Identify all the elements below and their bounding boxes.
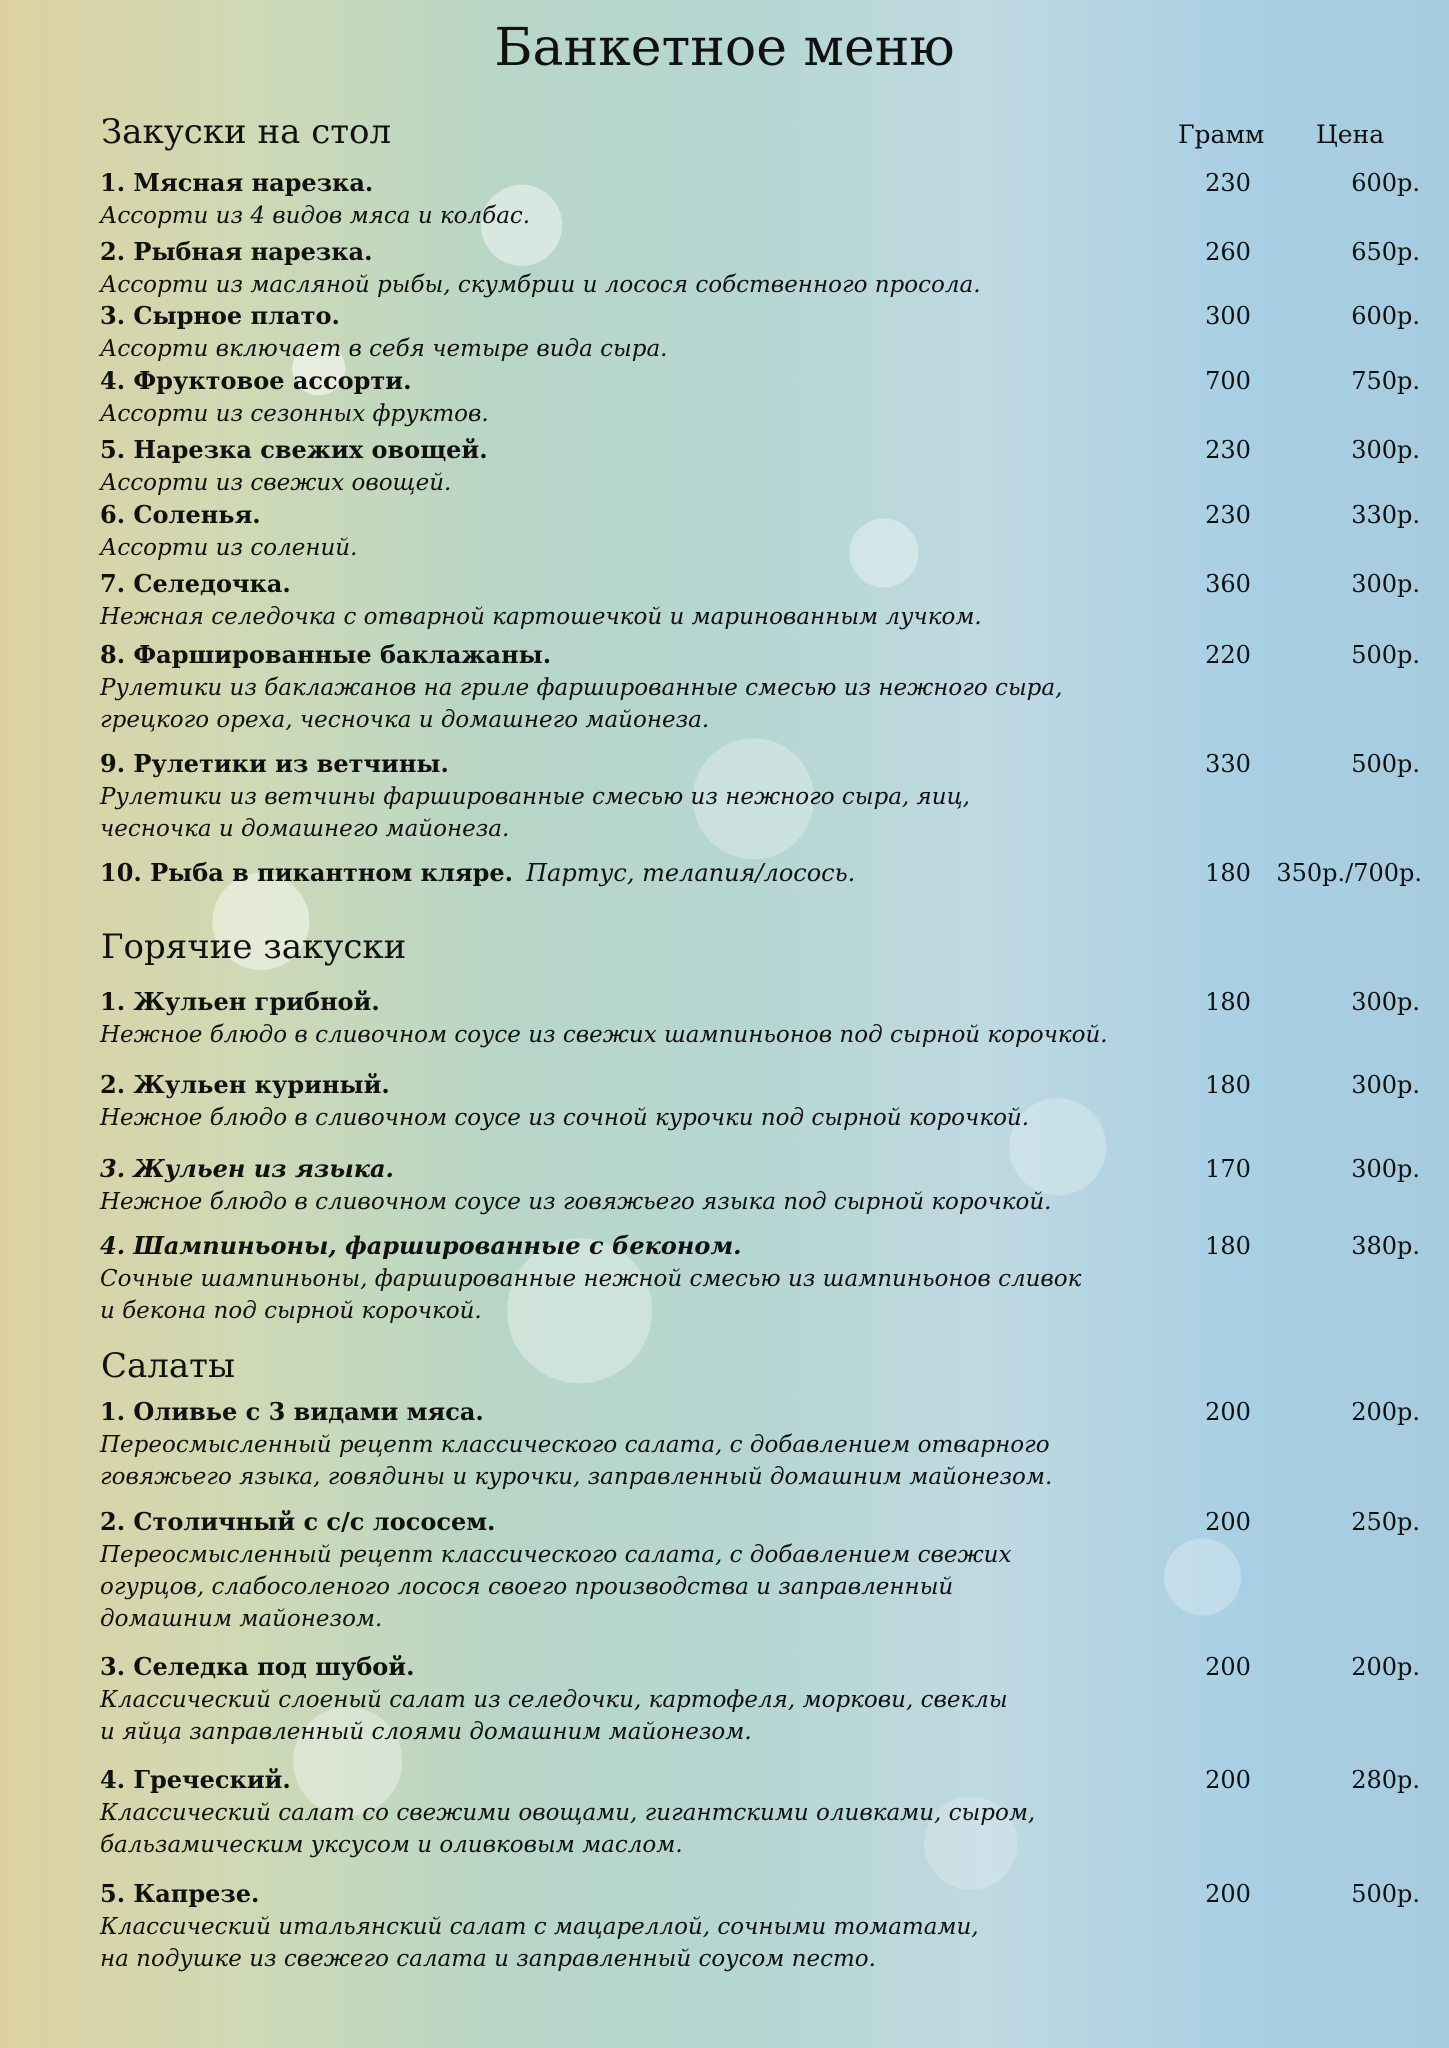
item-title: 3. Сырное плато.	[100, 301, 340, 330]
item-title: 4. Фруктовое ассорти.	[100, 366, 412, 395]
section-title-hot-appetizers: Горячие закуски	[101, 927, 407, 967]
item-price: 330р.	[1351, 501, 1420, 529]
menu-item-header	[100, 1152, 1420, 1186]
item-price: 300р.	[1351, 570, 1420, 598]
item-grams: 170	[1205, 1155, 1251, 1183]
item-description: Классический салат со свежими овощами, гигантскими оливками, сыром, бальзамическим уксусом и оливковым маслом.	[100, 1800, 1036, 1858]
item-title: 2. Рыбная нарезка.	[100, 237, 373, 266]
item-title: 5. Капрезе.	[100, 1879, 260, 1908]
item-grams: 260	[1205, 238, 1251, 266]
menu-item	[100, 747, 1420, 845]
item-description: Ассорти включает в себя четыре вида сыра.	[100, 336, 668, 362]
item-description: Рулетики из баклажанов на гриле фаршированные смесью из нежного сыра, грецкого ореха, чесночка и домашнего майонеза.	[100, 675, 1063, 733]
item-price: 650р.	[1351, 238, 1420, 266]
item-grams: 180	[1205, 988, 1251, 1016]
menu-item-header	[100, 856, 1422, 890]
menu-item-header	[100, 1650, 1420, 1684]
item-title: 1. Жульен грибной.	[100, 987, 380, 1016]
item-title: 4. Шампиньоны, фаршированные с беконом.	[100, 1231, 742, 1260]
item-grams: 200	[1205, 1508, 1251, 1536]
menu-item	[100, 1152, 1420, 1218]
item-grams: 300	[1205, 302, 1251, 330]
menu-item-header	[100, 1395, 1420, 1429]
menu-item	[100, 638, 1420, 736]
item-title: 8. Фаршированные баклажаны.	[100, 640, 552, 669]
item-description: Нежное блюдо в сливочном соусе из свежих шампиньонов под сырной корочкой.	[100, 1022, 1108, 1048]
item-grams: 230	[1205, 436, 1251, 464]
item-title: 1. Оливье с 3 видами мяса.	[100, 1397, 484, 1426]
item-description: Классический слоеный салат из селедочки, картофеля, моркови, свеклы и яйца заправленный слоями домашним майонезом.	[100, 1687, 1008, 1745]
item-price: 300р.	[1351, 1155, 1420, 1183]
item-title: 10. Рыба в пикантном кляре.	[100, 858, 514, 887]
item-title: 5. Нарезка свежих овощей.	[100, 435, 488, 464]
item-grams: 230	[1205, 501, 1251, 529]
menu-item	[100, 498, 1420, 564]
price-column-header: Цена	[1316, 120, 1385, 149]
item-price: 200р.	[1351, 1398, 1420, 1426]
menu-item	[100, 567, 1420, 633]
item-grams: 220	[1205, 641, 1251, 669]
item-title: 1. Мясная нарезка.	[100, 168, 374, 197]
menu-item	[100, 1068, 1420, 1134]
menu-item	[100, 985, 1420, 1051]
menu-item	[100, 235, 1420, 301]
item-title: 6. Соленья.	[100, 500, 261, 529]
item-description: Ассорти из 4 видов мяса и колбас.	[100, 203, 531, 229]
menu-item-header	[100, 235, 1420, 269]
item-inline-description: Партус, телапия/лосось.	[526, 859, 856, 887]
item-price: 300р.	[1351, 1071, 1420, 1099]
menu-item	[100, 299, 1420, 365]
menu-item	[100, 1650, 1420, 1748]
section-title-salads: Салаты	[101, 1346, 236, 1386]
item-grams: 230	[1205, 169, 1251, 197]
item-price: 300р.	[1351, 988, 1420, 1016]
item-price: 280р.	[1351, 1766, 1420, 1794]
item-description: Ассорти из масляной рыбы, скумбрии и лосося собственного просола.	[100, 272, 981, 298]
menu-item	[100, 1877, 1420, 1975]
menu-item-header	[100, 166, 1420, 200]
item-title: 2. Жульен куриный.	[100, 1070, 390, 1099]
item-title: 3. Жульен из языка.	[100, 1154, 394, 1183]
item-description: Переосмысленный рецепт классического салата, с добавлением отварного говяжьего языка, говядины и курочки, заправленный домашним майонезом.	[100, 1432, 1053, 1490]
item-grams: 180	[1205, 1232, 1251, 1260]
section-title-cold-appetizers: Закуски на стол	[101, 112, 392, 152]
item-description: Рулетики из ветчины фаршированные смесью из нежного сыра, яиц, чесночка и домашнего майонеза.	[100, 784, 970, 842]
menu-item-header	[100, 1068, 1420, 1102]
item-grams: 180	[1205, 859, 1251, 887]
item-grams: 200	[1205, 1653, 1251, 1681]
item-grams: 180	[1205, 1071, 1251, 1099]
menu-item	[100, 166, 1420, 232]
item-grams: 200	[1205, 1398, 1251, 1426]
menu-item	[100, 1229, 1420, 1327]
item-price: 500р.	[1351, 641, 1420, 669]
item-price: 600р.	[1351, 169, 1420, 197]
item-description: Нежное блюдо в сливочном соусе из говяжьего языка под сырной корочкой.	[100, 1189, 1052, 1215]
item-description: Ассорти из солений.	[100, 535, 358, 561]
menu-item-header	[100, 638, 1420, 672]
item-title: 9. Рулетики из ветчины.	[100, 749, 449, 778]
menu-title: Банкетное меню	[494, 18, 955, 78]
item-title: 2. Столичный с с/с лососем.	[100, 1507, 496, 1536]
item-price: 500р.	[1351, 750, 1420, 778]
gram-column-header: Грамм	[1178, 120, 1265, 149]
menu-item-header	[100, 498, 1420, 532]
item-description: Ассорти из сезонных фруктов.	[100, 401, 489, 427]
item-grams: 360	[1205, 570, 1251, 598]
menu-item-header	[100, 1763, 1420, 1797]
item-price: 750р.	[1351, 367, 1420, 395]
menu-item	[100, 433, 1420, 499]
item-title: 4. Греческий.	[100, 1765, 291, 1794]
menu-item	[100, 1763, 1420, 1861]
item-price: 600р.	[1351, 302, 1420, 330]
menu-item-header	[100, 985, 1420, 1019]
item-price: 250р.	[1351, 1508, 1420, 1536]
menu-item-header	[100, 1877, 1420, 1911]
item-title: 3. Селедка под шубой.	[100, 1652, 415, 1681]
item-price: 350р./700р.	[1276, 859, 1422, 887]
item-grams: 200	[1205, 1766, 1251, 1794]
item-price: 200р.	[1351, 1653, 1420, 1681]
item-description: Ассорти из свежих овощей.	[100, 470, 452, 496]
menu-item-header	[100, 433, 1420, 467]
item-grams: 700	[1205, 367, 1251, 395]
menu-item-header	[100, 1505, 1420, 1539]
item-description: Нежное блюдо в сливочном соусе из сочной курочки под сырной корочкой.	[100, 1105, 1030, 1131]
menu-item	[100, 1395, 1420, 1493]
menu-item-header	[100, 299, 1420, 333]
menu-item	[100, 364, 1420, 430]
menu-item	[100, 856, 1422, 890]
item-price: 380р.	[1351, 1232, 1420, 1260]
menu-item-header	[100, 1229, 1420, 1263]
menu-item-header	[100, 364, 1420, 398]
item-price: 500р.	[1351, 1880, 1420, 1908]
menu-item-header	[100, 567, 1420, 601]
item-description: Сочные шампиньоны, фаршированные нежной смесью из шампиньонов сливок и бекона под сырной корочкой.	[100, 1266, 1082, 1324]
item-description: Нежная селедочка с отварной картошечкой и маринованным лучком.	[100, 604, 982, 630]
item-grams: 330	[1205, 750, 1251, 778]
item-description: Переосмысленный рецепт классического салата, с добавлением свежих огурцов, слабосоленого лосося своего производства и заправленный домашним майонезом.	[100, 1542, 1012, 1632]
item-grams: 200	[1205, 1880, 1251, 1908]
item-description: Классический итальянский салат с мацареллой, сочными томатами, на подушке из свежего салата и заправленный соусом песто.	[100, 1914, 979, 1972]
menu-item	[100, 1505, 1420, 1635]
item-price: 300р.	[1351, 436, 1420, 464]
menu-item-header	[100, 747, 1420, 781]
item-title: 7. Селедочка.	[100, 569, 291, 598]
